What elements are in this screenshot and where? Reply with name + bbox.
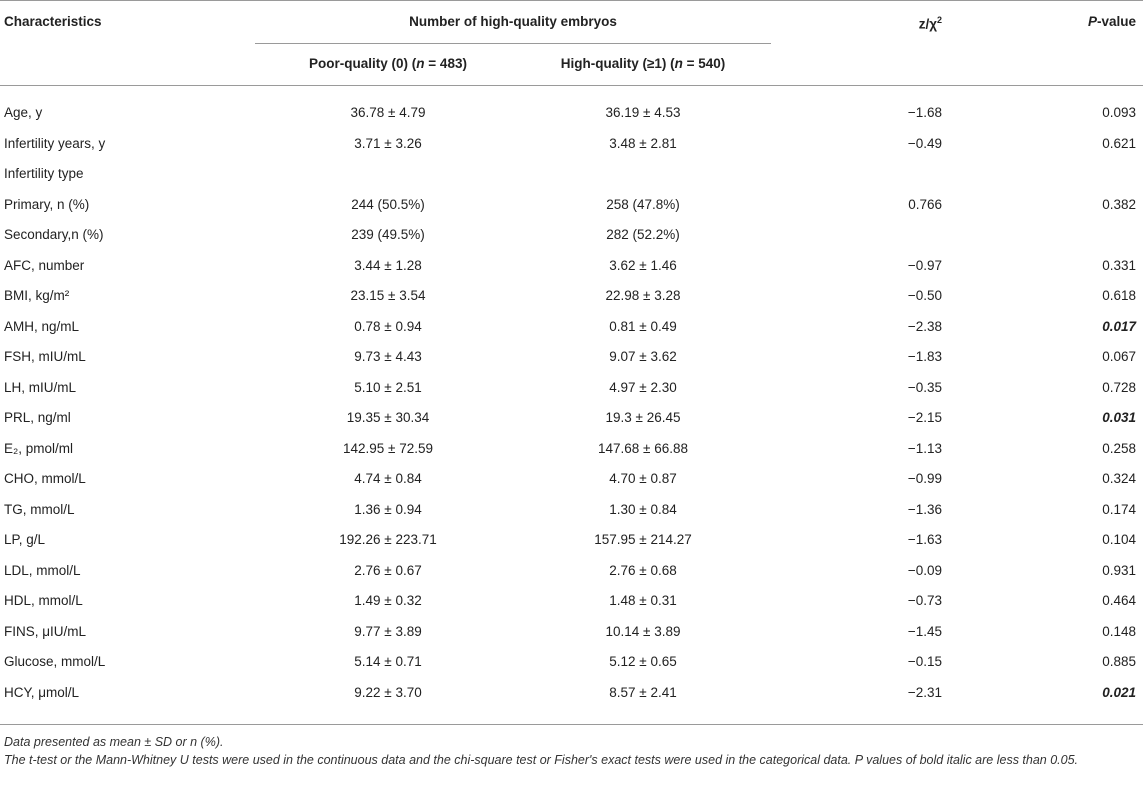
row-poor-value: 244 (50.5%) — [351, 197, 425, 212]
row-p-value: 0.931 — [1102, 563, 1136, 578]
row-poor-value: 2.76 ± 0.67 — [354, 563, 422, 578]
row-stat-value: −2.15 — [907, 410, 942, 425]
row-stat-value: −1.45 — [907, 624, 942, 639]
row-label: E₂, pmol/ml — [4, 441, 74, 456]
header-poor: Poor-quality (0) (n = 483) — [309, 56, 467, 71]
row-poor-value: 4.74 ± 0.84 — [354, 471, 422, 486]
row-stat-value: −0.09 — [907, 563, 942, 578]
row-p-value: 0.728 — [1102, 380, 1136, 395]
row-high-value: 9.07 ± 3.62 — [609, 349, 677, 364]
row-high-value: 1.30 ± 0.84 — [609, 502, 677, 517]
row-p-value: 0.021 — [1102, 685, 1136, 700]
row-high-value: 2.76 ± 0.68 — [609, 563, 677, 578]
row-high-value: 258 (47.8%) — [606, 197, 680, 212]
row-high-value: 4.97 ± 2.30 — [609, 380, 677, 395]
row-stat-value: 0.766 — [908, 197, 942, 212]
row-stat-value: −1.68 — [907, 105, 942, 120]
row-high-value: 8.57 ± 2.41 — [609, 685, 677, 700]
row-p-value: 0.093 — [1102, 105, 1136, 120]
row-poor-value: 3.44 ± 1.28 — [354, 258, 422, 273]
header-characteristics: Characteristics — [4, 14, 102, 29]
row-p-value: 0.104 — [1102, 532, 1136, 547]
row-stat-value: −0.50 — [907, 288, 942, 303]
row-p-value: 0.621 — [1102, 136, 1136, 151]
row-high-value: 157.95 ± 214.27 — [594, 532, 692, 547]
row-p-value: 0.031 — [1102, 410, 1136, 425]
header-group-title: Number of high-quality embryos — [409, 14, 617, 29]
row-high-value: 282 (52.2%) — [606, 227, 680, 242]
row-poor-value: 0.78 ± 0.94 — [354, 319, 422, 334]
row-stat-value: −0.99 — [907, 471, 942, 486]
row-p-value: 0.331 — [1102, 258, 1136, 273]
row-stat-value: −0.15 — [907, 654, 942, 669]
row-label: FSH, mIU/mL — [4, 349, 86, 364]
row-poor-value: 1.49 ± 0.32 — [354, 593, 422, 608]
table-note-1: Data presented as mean ± SD or n (%). — [4, 735, 224, 749]
row-p-value: 0.258 — [1102, 441, 1136, 456]
row-high-value: 1.48 ± 0.31 — [609, 593, 677, 608]
top-rule — [0, 0, 1143, 1]
row-stat-value: −0.97 — [907, 258, 942, 273]
row-stat-value: −2.31 — [907, 685, 942, 700]
row-poor-value: 19.35 ± 30.34 — [346, 410, 430, 425]
row-high-value: 22.98 ± 3.28 — [605, 288, 681, 303]
row-p-value: 0.618 — [1102, 288, 1136, 303]
row-poor-value: 9.77 ± 3.89 — [354, 624, 422, 639]
row-high-value: 0.81 ± 0.49 — [609, 319, 677, 334]
row-p-value: 0.885 — [1102, 654, 1136, 669]
row-label: Infertility years, y — [4, 136, 106, 151]
row-poor-value: 5.10 ± 2.51 — [354, 380, 422, 395]
row-label: LP, g/L — [4, 532, 46, 547]
row-stat-value: −1.36 — [907, 502, 942, 517]
row-stat-value: −0.35 — [907, 380, 942, 395]
row-p-value: 0.324 — [1102, 471, 1136, 486]
row-label: PRL, ng/ml — [4, 410, 71, 425]
row-stat-value: −1.83 — [907, 349, 942, 364]
row-label: CHO, mmol/L — [4, 471, 86, 486]
row-p-value: 0.382 — [1102, 197, 1136, 212]
row-poor-value: 1.36 ± 0.94 — [354, 502, 422, 517]
header-stat: $z/\chi^2$ — [918, 15, 942, 32]
row-poor-value: 9.22 ± 3.70 — [354, 685, 422, 700]
bottom-rule — [0, 724, 1143, 725]
group-subrule — [255, 43, 771, 44]
table-note-2: The t-test or the Mann-Whitney U tests were used in the continuous data and the chi-square test or Fisher's exact tests were used in the categorical data. P values of bold italic are less than 0.05. — [4, 753, 1079, 767]
row-stat-value: −0.73 — [907, 593, 942, 608]
row-poor-value: 3.71 ± 3.26 — [354, 136, 422, 151]
row-label: Glucose, mmol/L — [4, 654, 106, 669]
row-high-value: 3.62 ± 1.46 — [609, 258, 677, 273]
row-p-value: 0.148 — [1102, 624, 1136, 639]
row-label: LDL, mmol/L — [4, 563, 81, 578]
row-poor-value: 36.78 ± 4.79 — [350, 105, 426, 120]
row-label: FINS, μIU/mL — [4, 624, 87, 639]
row-label: Secondary,n (%) — [4, 227, 104, 242]
row-poor-value: 9.73 ± 4.43 — [354, 349, 422, 364]
row-p-value: 0.017 — [1102, 319, 1136, 334]
row-stat-value: −2.38 — [907, 319, 942, 334]
row-poor-value: 192.26 ± 223.71 — [339, 532, 437, 547]
row-high-value: 36.19 ± 4.53 — [605, 105, 681, 120]
row-label: LH, mIU/mL — [4, 380, 77, 395]
row-p-value: 0.464 — [1102, 593, 1136, 608]
row-poor-value: 5.14 ± 0.71 — [354, 654, 422, 669]
row-poor-value: 23.15 ± 3.54 — [350, 288, 426, 303]
row-label: AMH, ng/mL — [4, 319, 80, 334]
row-high-value: 4.70 ± 0.87 — [609, 471, 677, 486]
row-label: BMI, kg/m² — [4, 288, 70, 303]
header-rule — [0, 85, 1143, 86]
row-label: AFC, number — [4, 258, 85, 273]
row-p-value: 0.067 — [1102, 349, 1136, 364]
row-p-value: 0.174 — [1102, 502, 1136, 517]
row-label: TG, mmol/L — [4, 502, 75, 517]
row-poor-value: 142.95 ± 72.59 — [343, 441, 433, 456]
row-stat-value: −1.13 — [907, 441, 942, 456]
row-high-value: 147.68 ± 66.88 — [598, 441, 688, 456]
row-label: Infertility type — [4, 166, 84, 181]
row-high-value: 3.48 ± 2.81 — [609, 136, 677, 151]
row-stat-value: −0.49 — [907, 136, 942, 151]
row-poor-value: 239 (49.5%) — [351, 227, 425, 242]
header-pvalue: P-value — [1087, 14, 1136, 29]
row-label: HCY, μmol/L — [4, 685, 80, 700]
row-label: HDL, mmol/L — [4, 593, 83, 608]
row-high-value: 5.12 ± 0.65 — [609, 654, 677, 669]
row-stat-value: −1.63 — [907, 532, 942, 547]
header-high: High-quality (≥1) (n = 540) — [560, 56, 726, 71]
row-high-value: 10.14 ± 3.89 — [605, 624, 681, 639]
row-high-value: 19.3 ± 26.45 — [605, 410, 681, 425]
row-label: Age, y — [4, 105, 43, 120]
row-label: Primary, n (%) — [4, 197, 90, 212]
